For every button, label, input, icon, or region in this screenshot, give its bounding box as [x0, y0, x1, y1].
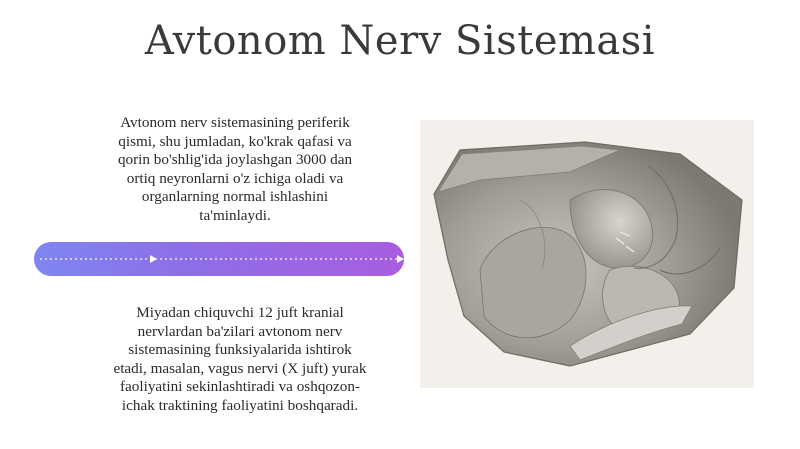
- timeline-track: [34, 242, 404, 276]
- arrow-right-icon: [397, 255, 404, 263]
- anatomical-illustration: [420, 120, 754, 388]
- arrow-right-icon: [150, 255, 157, 263]
- paragraph-peripheral-ans: Avtonom nerv sistemasining periferik qismi, shu jumladan, ko'krak qafasi va qorin bo'shlig'ida joylashgan 3000 dan ortiq neyronlarni o'z ichiga oladi va organlarning normal ishlashini ta'minlaydi.: [117, 114, 353, 224]
- paragraph-cranial-nerves: Miyadan chiquvchi 12 juft kranial nervlardan ba'zilari avtonom nerv sistemasining funksiyalarida ishtirok etadi, masalan, vagus nervi (X juft) yurak faoliyatini sekinlashtiradi va oshqozon- ichak traktining faoliyatini boshqaradi.: [113, 304, 367, 414]
- slide-title: Avtonom Nerv Sistemasi: [144, 18, 656, 64]
- timeline-bar: [34, 242, 404, 276]
- heart-vessels-drawing: [420, 120, 754, 388]
